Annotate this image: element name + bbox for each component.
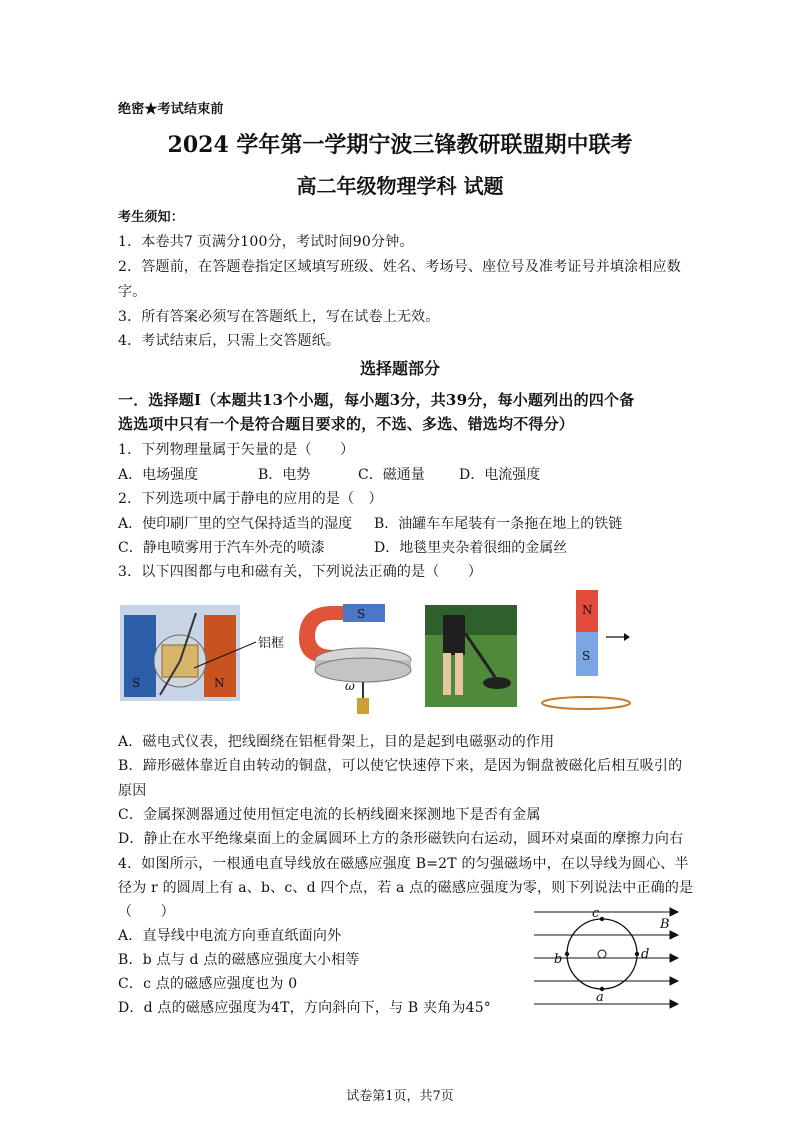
- field-arrow-head: [670, 908, 678, 916]
- person-leg-left: [443, 653, 451, 695]
- q2-stem: 2．下列选项中属于静电的应用的是（ ）: [118, 491, 383, 507]
- q4-stem-line3: （ ）: [118, 904, 175, 920]
- q3-option-b: B．蹄形磁体靠近自由转动的铜盘，可以使它快速停下来，是因为铜盘被磁化后相互吸引的: [118, 758, 683, 774]
- point-b: [565, 952, 569, 956]
- secret-mark: 绝密★考试结束前: [118, 102, 224, 117]
- q1-stem: 1．下列物理量属于矢量的是（ ）: [118, 442, 355, 458]
- field-arrow-head: [670, 1000, 678, 1008]
- notice-item: 1．本卷共7 页满分100分，考试时间90分钟。: [118, 234, 414, 250]
- notice-item: 字。: [118, 284, 147, 300]
- q4-option-b: B．b 点与 d 点的磁感应强度大小相等: [118, 952, 360, 968]
- q3-stem: 3．以下四图都与电和磁有关，下列说法正确的是（ ）: [118, 564, 483, 580]
- axle-base: [357, 698, 369, 714]
- person-body: [443, 615, 465, 655]
- exam-title: 2024 学年第一学期宁波三锋教研联盟期中联考: [167, 132, 633, 158]
- page-footer: 试卷第1页，共7页: [346, 1089, 454, 1104]
- q3-option-a: A．磁电式仪表，把线圈绕在铝框骨架上，目的是起到电磁驱动的作用: [118, 734, 555, 750]
- horseshoe-figure: [293, 598, 413, 718]
- aluminum-frame-label: 铝框: [258, 636, 285, 651]
- field-arrow-head: [670, 977, 678, 985]
- bar-s-label: S: [582, 649, 591, 663]
- q3-option-b-cont: 原因: [118, 783, 147, 799]
- meter-s-label: S: [132, 676, 141, 690]
- notice-item: 3．所有答案必须写在答题纸上，写在试卷上无效。: [118, 309, 440, 325]
- motion-arrow-head: [624, 633, 630, 641]
- field-arrow-head: [670, 954, 678, 962]
- q2-option-d: D．地毯里夹杂着很细的金属丝: [374, 540, 568, 556]
- q3-option-c: C．金属探测器通过使用恒定电流的长柄线圈来探测地下是否有金属: [118, 807, 541, 823]
- q1-option-c: C．磁通量: [358, 467, 425, 483]
- dark-grass: [425, 605, 517, 635]
- label-a: a: [596, 990, 604, 1005]
- omega-label: ω: [345, 679, 355, 693]
- horseshoe-s-label: S: [357, 607, 366, 621]
- exam-subtitle: 高二年级物理学科 试题: [296, 174, 504, 198]
- label-c: c: [592, 906, 600, 921]
- q2-option-a: A．使印刷厂里的空气保持适当的湿度: [118, 516, 353, 532]
- q3-option-d: D．静止在水平绝缘桌面上的金属圆环上方的条形磁铁向右运动，圆环对桌面的摩擦力向右: [118, 831, 684, 847]
- label-b: b: [554, 952, 563, 967]
- point-c: [600, 917, 604, 921]
- q4-stem-line2: 径为 r 的圆周上有 a、b、c、d 四个点，若 a 点的磁感应强度为零，则下列说法中正确的是: [118, 880, 694, 896]
- metal-detector-photo: [425, 605, 517, 707]
- q2-option-b: B．油罐车车尾装有一条拖在地上的铁链: [374, 516, 623, 532]
- field-arrow-head: [670, 931, 678, 939]
- leader-line: [194, 642, 256, 668]
- meter-n-label: N: [214, 676, 225, 690]
- q1-option-a: A．电场强度: [118, 467, 199, 483]
- q1-option-b: B．电势: [258, 467, 311, 483]
- bar-magnet-figure: [538, 590, 638, 715]
- part-heading-line2: 选选项中只有一个是符合题目要求的，不选、多选、错选均不得分）: [118, 415, 575, 433]
- section-title: 选择题部分: [359, 359, 440, 378]
- field-lines-figure: [530, 900, 690, 1012]
- wire-center: [598, 950, 606, 958]
- q4-option-c: C．c 点的磁感应强度也为 0: [118, 976, 298, 992]
- q1-option-d: D．电流强度: [459, 467, 541, 483]
- q4-stem-line1: 4．如图所示，一根通电直导线放在磁感应强度 B=2T 的匀强磁场中，在以导线为圆心、半: [118, 856, 689, 872]
- q4-option-a: A．直导线中电流方向垂直纸面向外: [118, 928, 342, 944]
- point-d: [635, 952, 639, 956]
- notice-item: 2．答题前，在答题卷指定区域填写班级、姓名、考场号、座位号及准考证号并填涂相应数: [118, 259, 681, 275]
- bar-n-label: N: [582, 603, 593, 617]
- label-B: B: [660, 917, 670, 932]
- aluminum-frame-pointer-line: [190, 630, 290, 670]
- copper-disk-bottom: [315, 658, 411, 682]
- metal-ring: [542, 697, 630, 709]
- label-d: d: [641, 947, 650, 962]
- notice-item: 4．考试结束后，只需上交答题纸。: [118, 333, 341, 349]
- part-heading-line1: 一．选择题Ⅰ（本题共13个小题，每小题3分，共39分，每小题列出的四个备: [118, 391, 635, 409]
- q2-option-c: C．静电喷雾用于汽车外壳的喷漆: [118, 540, 325, 556]
- detector-coil: [483, 677, 511, 689]
- person-leg-right: [455, 653, 463, 695]
- q4-option-d: D．d 点的磁感应强度为4T，方向斜向下，与 B 夹角为45°: [118, 1000, 492, 1016]
- notice-heading: 考生须知：: [118, 210, 185, 225]
